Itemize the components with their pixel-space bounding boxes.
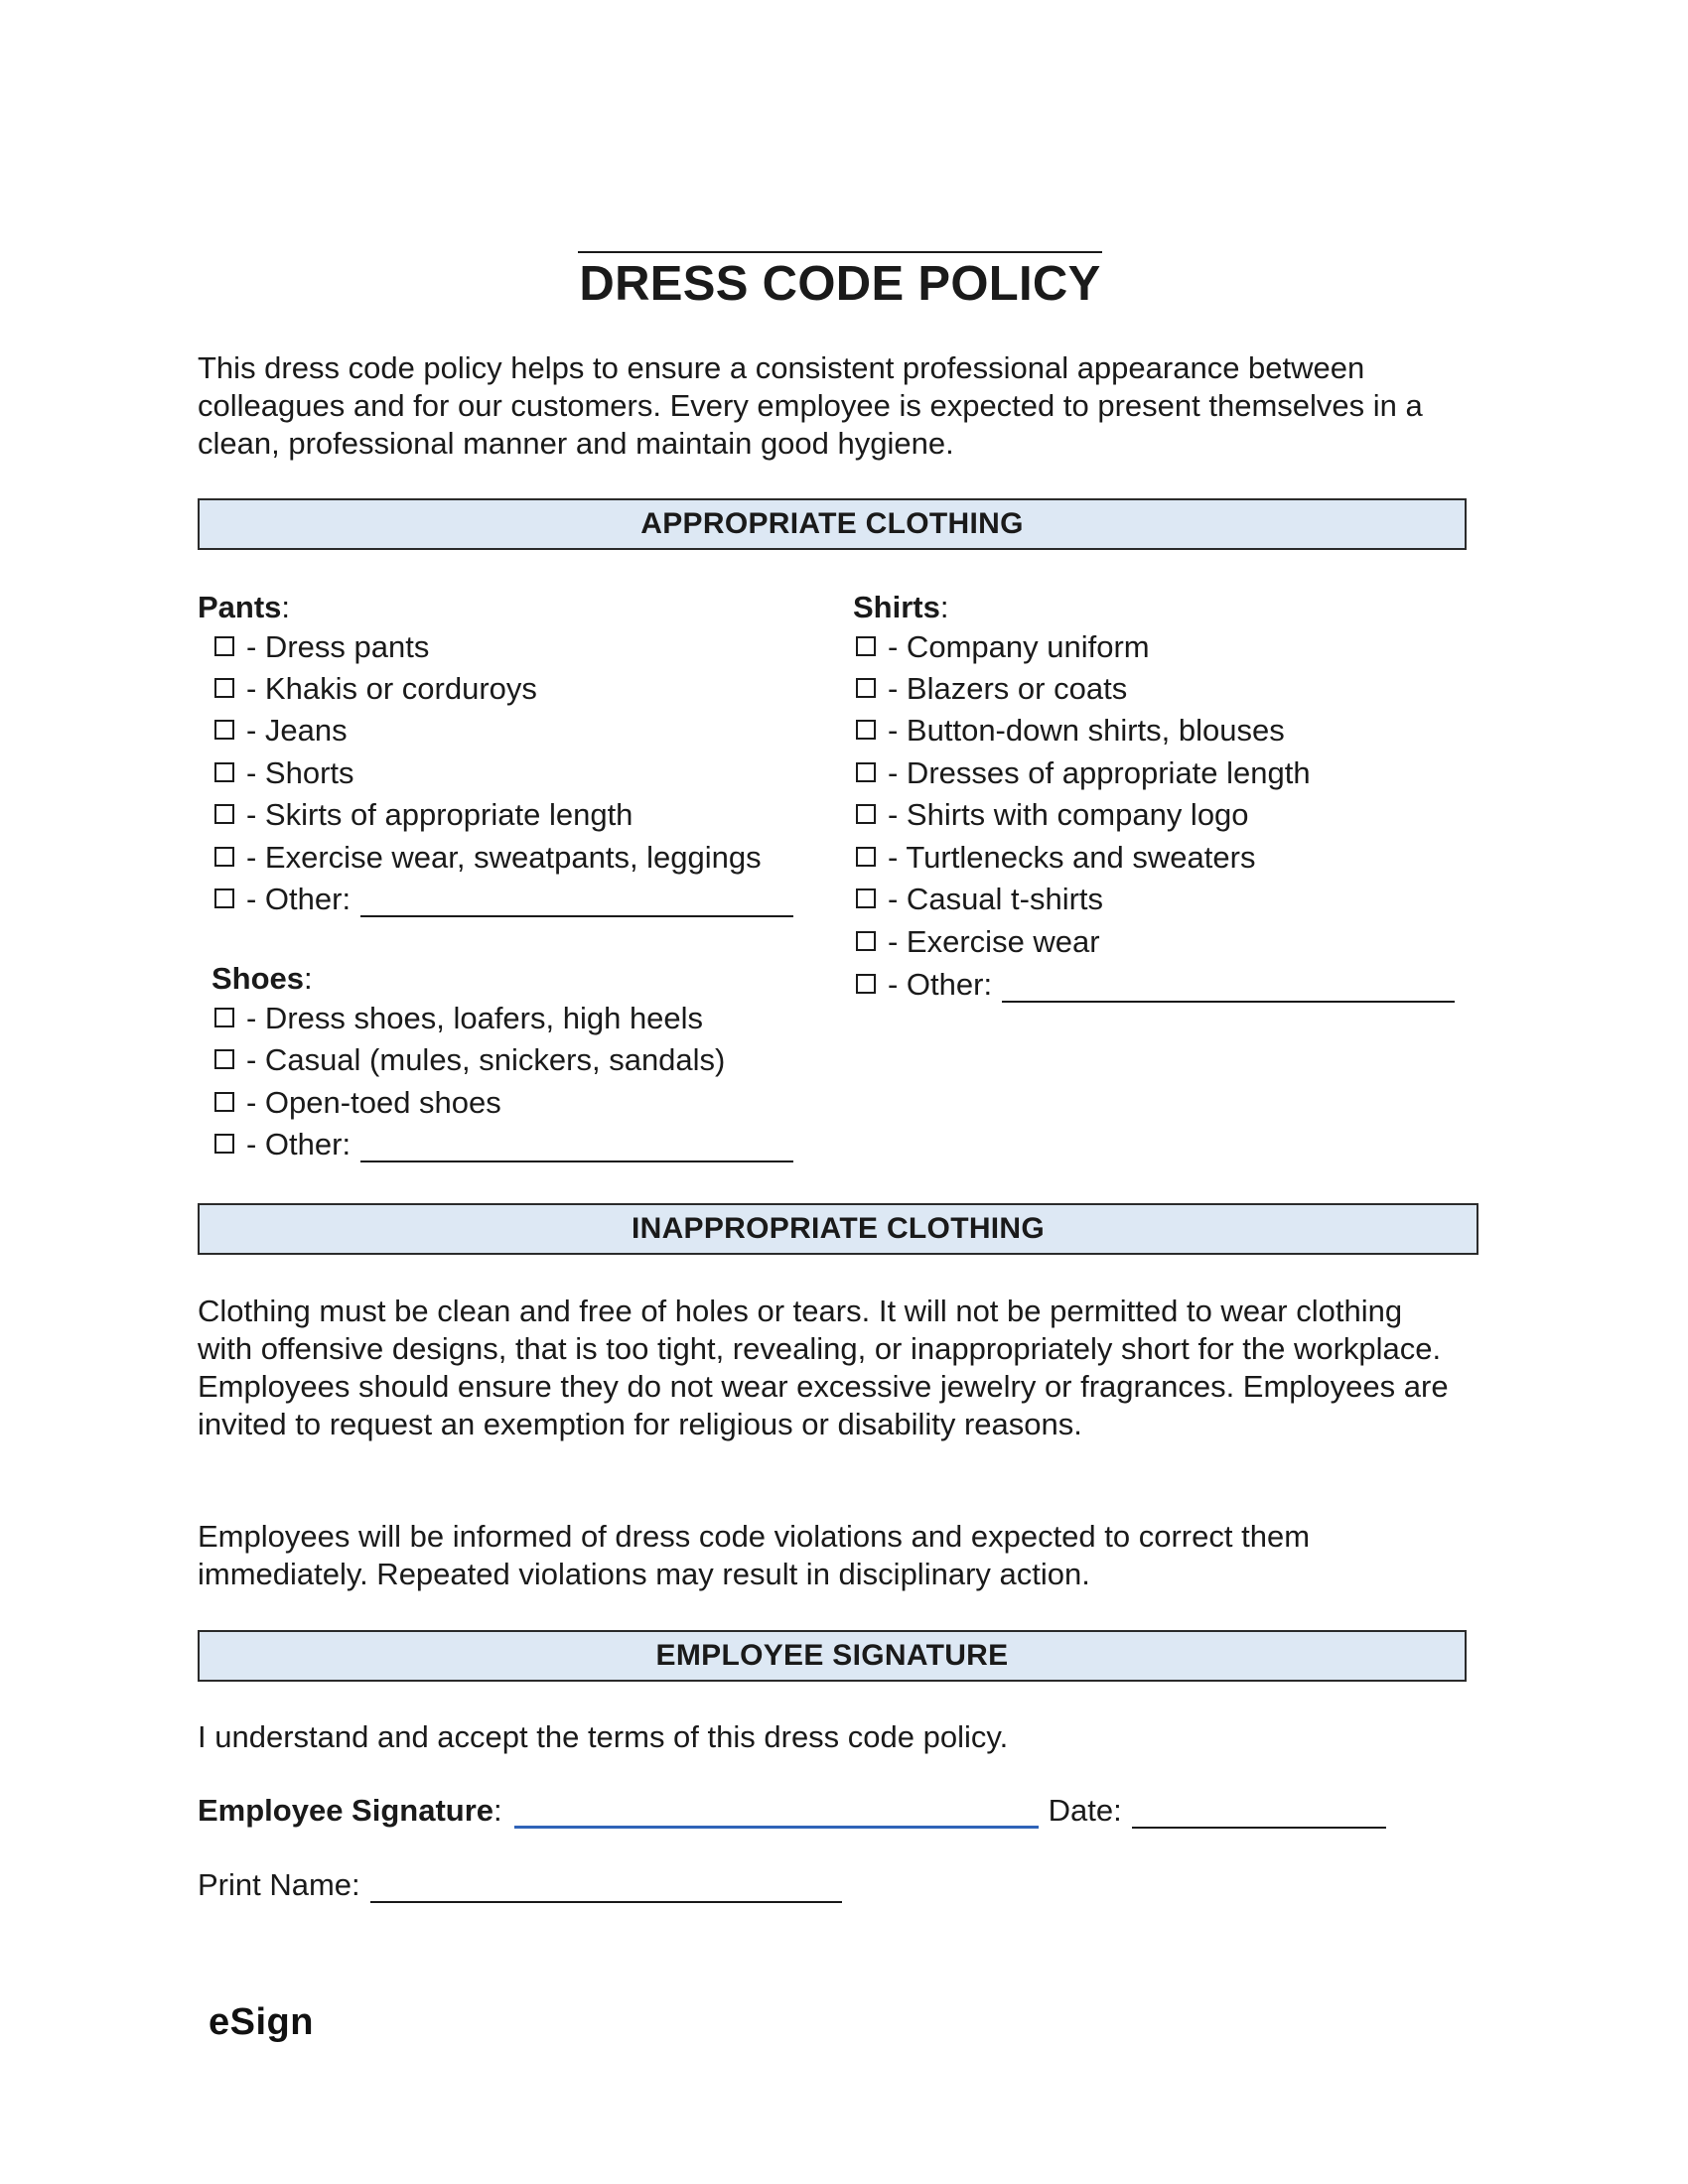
checkbox[interactable]	[214, 1049, 234, 1069]
acceptance-statement: I understand and accept the terms of this dress code policy.	[198, 1719, 1009, 1754]
pants-option-other[interactable]: - Other:	[214, 882, 793, 917]
pants-option-shorts[interactable]: - Shorts	[214, 755, 354, 791]
shoes-option-open-toed[interactable]: - Open-toed shoes	[214, 1085, 501, 1121]
shirts-option-dresses[interactable]: - Dresses of appropriate length	[856, 755, 1311, 791]
checkbox[interactable]	[856, 636, 876, 656]
shoes-option-dress-shoes[interactable]: - Dress shoes, loafers, high heels	[214, 1001, 703, 1036]
checkbox[interactable]	[214, 678, 234, 698]
checkbox[interactable]	[214, 847, 234, 867]
checkbox[interactable]	[856, 720, 876, 740]
checkbox[interactable]	[214, 888, 234, 908]
print-name-label: Print Name:	[198, 1867, 360, 1902]
checkbox[interactable]	[214, 720, 234, 740]
signature-row: Employee Signature : Date:	[198, 1793, 1386, 1829]
checkbox[interactable]	[214, 1134, 234, 1154]
shirts-option-blazers[interactable]: - Blazers or coats	[856, 671, 1127, 707]
date-field[interactable]	[1132, 1797, 1386, 1829]
shirts-option-button-down[interactable]: - Button-down shirts, blouses	[856, 713, 1285, 749]
checkbox[interactable]	[856, 804, 876, 824]
date-label: Date:	[1048, 1793, 1122, 1828]
pants-option-jeans[interactable]: - Jeans	[214, 713, 348, 749]
checkbox[interactable]	[856, 931, 876, 951]
pants-option-skirts[interactable]: - Skirts of appropriate length	[214, 797, 633, 833]
intro-paragraph: This dress code policy helps to ensure a consistent professional appearance between colleagues and for our customers. Every employee is expected to present themselves in a clean, professional manner and maintain good hygiene.	[198, 350, 1423, 461]
shirts-option-casual-tshirts[interactable]: - Casual t-shirts	[856, 882, 1103, 917]
shirts-other-field[interactable]	[1002, 971, 1455, 1003]
shoes-option-casual[interactable]: - Casual (mules, snickers, sandals)	[214, 1042, 725, 1078]
section-employee-signature: EMPLOYEE SIGNATURE	[198, 1630, 1467, 1682]
pants-option-exercise-wear[interactable]: - Exercise wear, sweatpants, leggings	[214, 840, 762, 876]
employee-signature-field[interactable]	[514, 1796, 1039, 1829]
document-title: DRESS CODE POLICY	[579, 257, 1101, 311]
pants-label: Pants:	[198, 590, 291, 624]
inappropriate-paragraph-2: Employees will be informed of dress code violations and expected to correct them immediately. Repeated violations may result in disciplinary action.	[198, 1519, 1311, 1591]
pants-other-field[interactable]	[360, 886, 793, 917]
checkbox[interactable]	[856, 888, 876, 908]
checkbox[interactable]	[214, 636, 234, 656]
checkbox[interactable]	[856, 762, 876, 782]
inappropriate-paragraph-1: Clothing must be clean and free of holes or tears. It will not be permitted to wear clothing with offensive designs, that is too tight, revealing, or inappropriately short for the workplace. Employees should ensure they do not wear excessive jewelry or fragrances. Employees are invited to request an exemption for religious or disability reasons.	[198, 1294, 1449, 1441]
section-appropriate-clothing: APPROPRIATE CLOTHING	[198, 498, 1467, 550]
pants-option-dress-pants[interactable]: - Dress pants	[214, 629, 429, 665]
checkbox[interactable]	[856, 847, 876, 867]
shirts-option-exercise-wear[interactable]: - Exercise wear	[856, 924, 1100, 960]
esign-logo: eSign	[209, 2001, 314, 2043]
shirts-option-company-uniform[interactable]: - Company uniform	[856, 629, 1150, 665]
shoes-option-other[interactable]: - Other:	[214, 1127, 793, 1162]
checkbox[interactable]	[856, 974, 876, 994]
shirts-option-other[interactable]: - Other:	[856, 967, 1455, 1003]
checkbox[interactable]	[856, 678, 876, 698]
checkbox[interactable]	[214, 804, 234, 824]
shirts-option-turtlenecks[interactable]: - Turtlenecks and sweaters	[856, 840, 1255, 876]
pants-option-khakis[interactable]: - Khakis or corduroys	[214, 671, 537, 707]
section-inappropriate-clothing: INAPPROPRIATE CLOTHING	[198, 1203, 1478, 1255]
print-name-field[interactable]	[370, 1871, 842, 1903]
shoes-label: Shoes:	[211, 961, 313, 996]
shirts-option-logo-shirts[interactable]: - Shirts with company logo	[856, 797, 1249, 833]
checkbox[interactable]	[214, 762, 234, 782]
employee-signature-label: Employee Signature	[198, 1793, 494, 1828]
title-rule	[578, 251, 1102, 253]
shirts-label: Shirts:	[853, 590, 949, 624]
checkbox[interactable]	[214, 1092, 234, 1112]
print-name-row	[198, 1867, 842, 1903]
shoes-other-field[interactable]	[360, 1131, 793, 1162]
checkbox[interactable]	[214, 1008, 234, 1027]
